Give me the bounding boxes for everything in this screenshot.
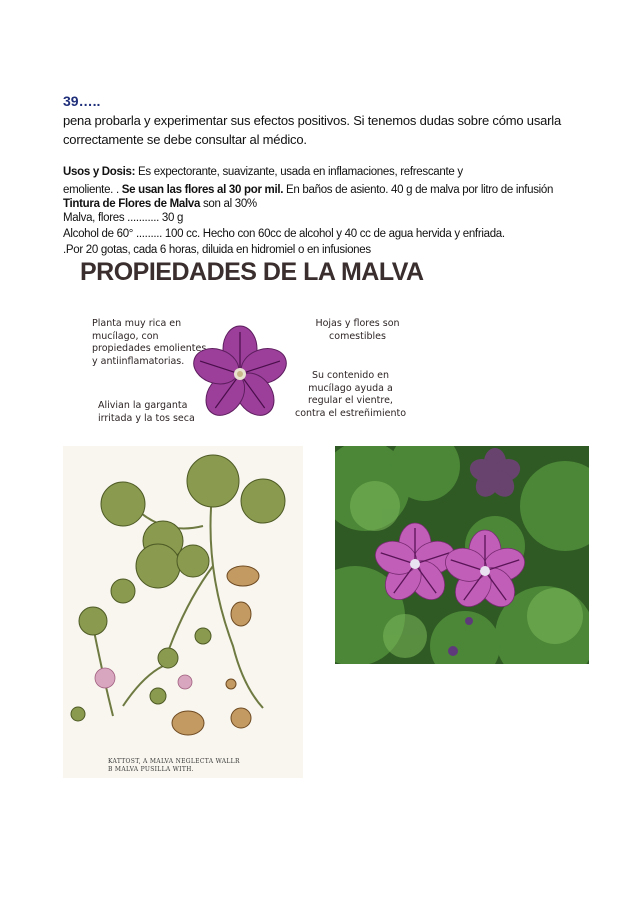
infographic-right-text-1: Hojas y flores son comestibles [315,318,400,342]
intro-line-2: correctamente se debe consultar al médico. [63,132,307,147]
tintura-line [63,197,553,211]
malva-photo [335,446,589,664]
tintura-text: son al 30% [200,198,257,210]
botanical-caption-line-1: KATTOST, A MALVA NEGLECTA WALLR [108,758,240,765]
tintura-label: Tintura de Flores de Malva [63,198,201,210]
dosis-bold: Se usan las flores al 30 por mil. [121,184,284,196]
malva-botanical-drawing-icon [63,446,303,756]
usos-label: Usos y Dosis: [63,166,136,178]
por-line: .Por 20 gotas, cada 6 horas, diluida en hidromiel o en infusiones [63,244,371,256]
intro-line-1: pena probarla y experimentar sus efectos positivos. Si tenemos dudas sobre cómo usarla [63,113,562,128]
botanical-caption-line-2: B MALVA PUSILLA WITH. [108,766,194,773]
malva-flowers-photo-icon [335,446,589,664]
infographic-left-text-1: Planta muy rica en mucílago, con propiedades emolientes y antiinflamatorias. [92,318,207,367]
alcohol-line: Alcohol de 60° ......... 100 cc. Hecho con 60cc de alcohol y 40 cc de agua hervida y enfriada. [63,228,505,240]
mallow-flower-icon [192,318,288,428]
intro-paragraph [63,112,561,148]
dosis-text-a: emoliente. . [63,184,122,196]
page-number: 39….. [63,93,101,109]
usos-paragraph [63,165,553,257]
usos-text: Es expectorante, suavizante, usada en inflamaciones, refrescante y [135,166,463,178]
dosis-text-b: En baños de asiento. 40 g de malva por litro de infusión [283,184,554,196]
botanical-illustration [63,446,303,778]
botanical-caption [108,758,240,774]
infographic-left-text-2: Alivian la garganta irritada y la tos seca [98,400,195,424]
infographic-title: PROPIEDADES DE LA MALVA [80,258,424,286]
infographic [80,258,425,438]
usos-line [63,165,553,179]
infographic-right-text-2: Su contenido en mucílago ayuda a regular el vientre, contra el estreñimiento [294,370,407,419]
dosis-line [63,183,553,197]
malva-line: Malva, flores ........... 30 g [63,212,184,224]
